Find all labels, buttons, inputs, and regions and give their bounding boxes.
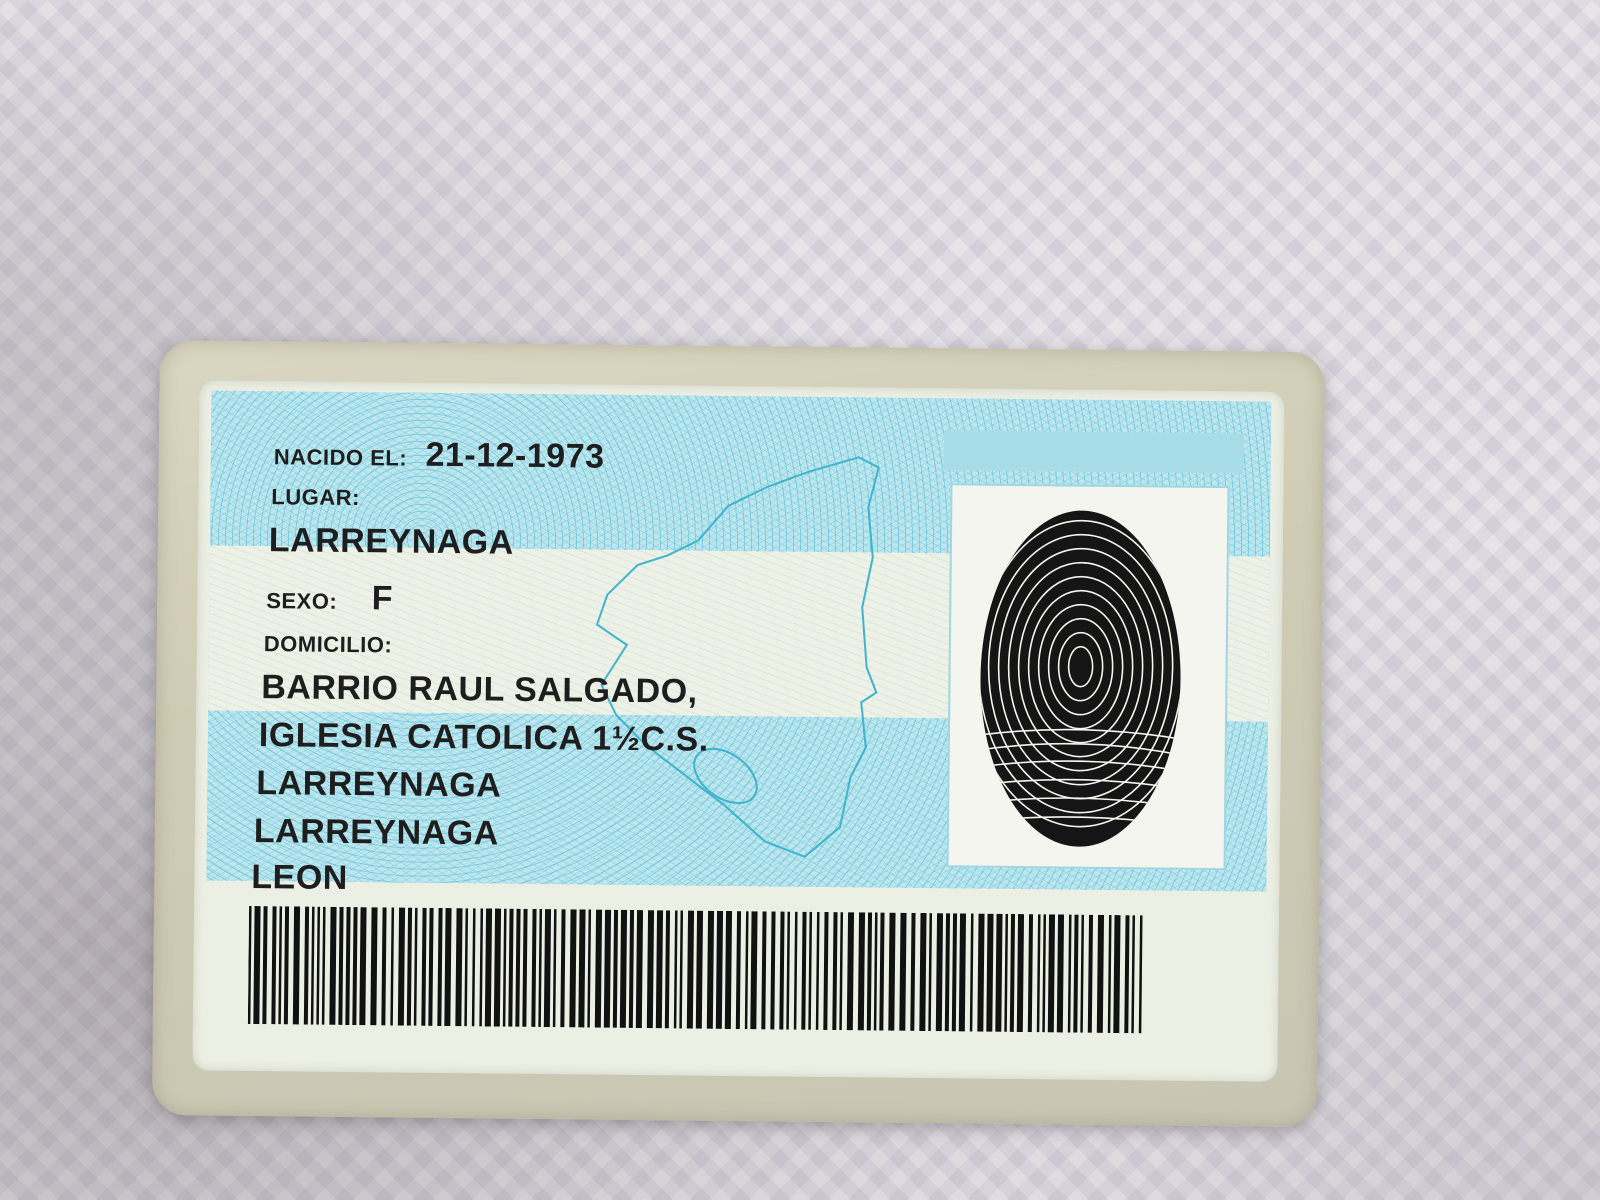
barcode-bar [322, 907, 326, 1025]
barcode-bar [1017, 914, 1024, 1032]
barcode-bar [329, 907, 336, 1025]
place-label: LUGAR: [271, 484, 361, 511]
barcode-bar [665, 910, 670, 1028]
barcode-bar [867, 912, 872, 1030]
barcode-bar [858, 912, 865, 1030]
barcode-bar [847, 912, 854, 1030]
place-value: LARREYNAGA [268, 521, 515, 562]
barcode-bar [1048, 914, 1055, 1032]
barcode-bar [970, 914, 974, 1032]
barcode-bar [345, 907, 350, 1025]
barcode-bar [1037, 914, 1041, 1032]
barcode-bar [595, 910, 602, 1028]
barcode-bar [1042, 914, 1046, 1032]
barcode-bar [414, 908, 418, 1026]
barcode-bar [1113, 915, 1120, 1033]
barcode-bar [485, 908, 492, 1026]
barcode-bar [910, 913, 915, 1031]
barcode-bar [284, 906, 289, 1024]
barcode-bar [1028, 914, 1033, 1032]
nicaragua-map-icon [575, 444, 899, 867]
barcode-bar [278, 906, 282, 1024]
barcode-bar [381, 907, 386, 1025]
barcode-bar [629, 910, 634, 1028]
barcode-bar [647, 910, 654, 1028]
barcode-bar [444, 908, 451, 1026]
barcode-bar [293, 906, 300, 1024]
barcode-bar [816, 912, 820, 1030]
barcode-bar [1097, 915, 1104, 1033]
barcode-bar [786, 912, 790, 1030]
barcode-bar [311, 907, 315, 1025]
barcode-bar [464, 908, 468, 1026]
barcode-bar [538, 909, 542, 1027]
barcode-bar [1010, 914, 1015, 1032]
barcode-bar [578, 909, 585, 1027]
barcode-bar [304, 907, 309, 1025]
barcode-bar [1073, 915, 1078, 1033]
barcode-bar [928, 913, 932, 1031]
barcode-bar [544, 909, 551, 1027]
barcode-bar [794, 912, 798, 1030]
address-label: DOMICILIO: [263, 631, 393, 658]
barcode-bar [352, 907, 357, 1025]
id-card-back [192, 380, 1284, 1081]
laminate-sleeve [152, 340, 1325, 1127]
barcode-bar [271, 906, 276, 1024]
barcode-bar [679, 910, 683, 1028]
fingerprint-header-bar [944, 430, 1244, 473]
barcode-bar [253, 906, 260, 1024]
barcode-bar [823, 912, 828, 1030]
barcode-bar [761, 911, 766, 1029]
barcode-bar [801, 912, 806, 1030]
barcode-bar [1139, 915, 1143, 1033]
barcode-bar [553, 909, 557, 1027]
barcode-bar [977, 914, 984, 1032]
barcode-bar [736, 911, 741, 1029]
barcode-bar [437, 908, 442, 1026]
barcode-bar [1004, 914, 1008, 1032]
barcode-bar [494, 909, 501, 1027]
barcode-bar [674, 910, 678, 1028]
barcode-bar [1080, 915, 1084, 1033]
barcode-bar [359, 907, 366, 1025]
barcode-bar [959, 913, 966, 1031]
barcode-bar [503, 909, 507, 1027]
barcode-bar [879, 913, 884, 1031]
address-line-4: LARREYNAGA [253, 812, 499, 853]
barcode-bar [338, 907, 343, 1025]
barcode-bar [874, 913, 878, 1031]
barcode-bar [604, 910, 611, 1028]
barcode-bar [316, 907, 320, 1025]
barcode-bar [725, 911, 732, 1029]
barcode-bar [1124, 915, 1129, 1033]
barcode-bar [779, 912, 784, 1030]
barcode-bar [398, 908, 405, 1026]
barcode-bar [407, 908, 412, 1026]
barcode-bar [479, 908, 483, 1026]
barcode-bar [656, 910, 663, 1028]
barcode-bar [587, 910, 591, 1028]
barcode-bar [508, 909, 513, 1027]
barcode-bar [390, 907, 394, 1025]
sex-label: SEXO: [266, 588, 338, 614]
barcode-bar [560, 909, 565, 1027]
barcode-bar [1068, 915, 1072, 1033]
barcode-bar [745, 911, 749, 1029]
address-line-1: BARRIO RAUL SALGADO, [261, 668, 698, 711]
barcode-bar [515, 909, 520, 1027]
barcode-bar [472, 908, 476, 1026]
barcode-bar [1108, 915, 1112, 1033]
barcode-bar [531, 909, 536, 1027]
barcode-bar [569, 909, 576, 1027]
barcode-bar [899, 913, 906, 1031]
barcode-bar [919, 913, 926, 1031]
barcode-bar [945, 913, 950, 1031]
barcode-bar [687, 911, 694, 1029]
barcode-bar [696, 911, 703, 1029]
barcode-bar [1057, 914, 1064, 1032]
barcode-bar [952, 913, 957, 1031]
barcode-bar [839, 912, 843, 1030]
address-line-2: IGLESIA CATOLICA 1½C.S. [258, 716, 709, 759]
born-label: NACIDO EL: [273, 444, 408, 471]
barcode-bar [936, 913, 943, 1031]
barcode-bar [1088, 915, 1093, 1033]
fingerprint-box [947, 483, 1230, 870]
barcode-bar [248, 906, 252, 1024]
fingerprint-icon [974, 506, 1188, 853]
barcode-bar [888, 913, 895, 1031]
barcode-bar [995, 914, 1002, 1032]
barcode-bar [808, 912, 812, 1030]
barcode-bar [370, 907, 377, 1025]
barcode-bar [636, 910, 643, 1028]
barcode-bar [522, 909, 527, 1027]
barcode-bar [750, 911, 757, 1029]
barcode-bar [832, 912, 837, 1030]
barcode-bar [620, 910, 627, 1028]
address-line-3: LARREYNAGA [256, 764, 502, 805]
barcode-bar [428, 908, 433, 1026]
address-line-5: LEON [251, 857, 349, 897]
sex-value: F [371, 579, 394, 618]
barcode-bar [1131, 915, 1135, 1033]
barcode-bar [707, 911, 714, 1029]
barcode-icon [248, 906, 1149, 1033]
barcode-bar [613, 910, 618, 1028]
born-value: 21-12-1973 [425, 435, 605, 476]
barcode-bar [262, 906, 267, 1024]
barcode-bar [455, 908, 462, 1026]
barcode-bar [770, 911, 775, 1029]
barcode-bar [986, 914, 993, 1032]
barcode-bar [421, 908, 426, 1026]
barcode-bar [716, 911, 723, 1029]
